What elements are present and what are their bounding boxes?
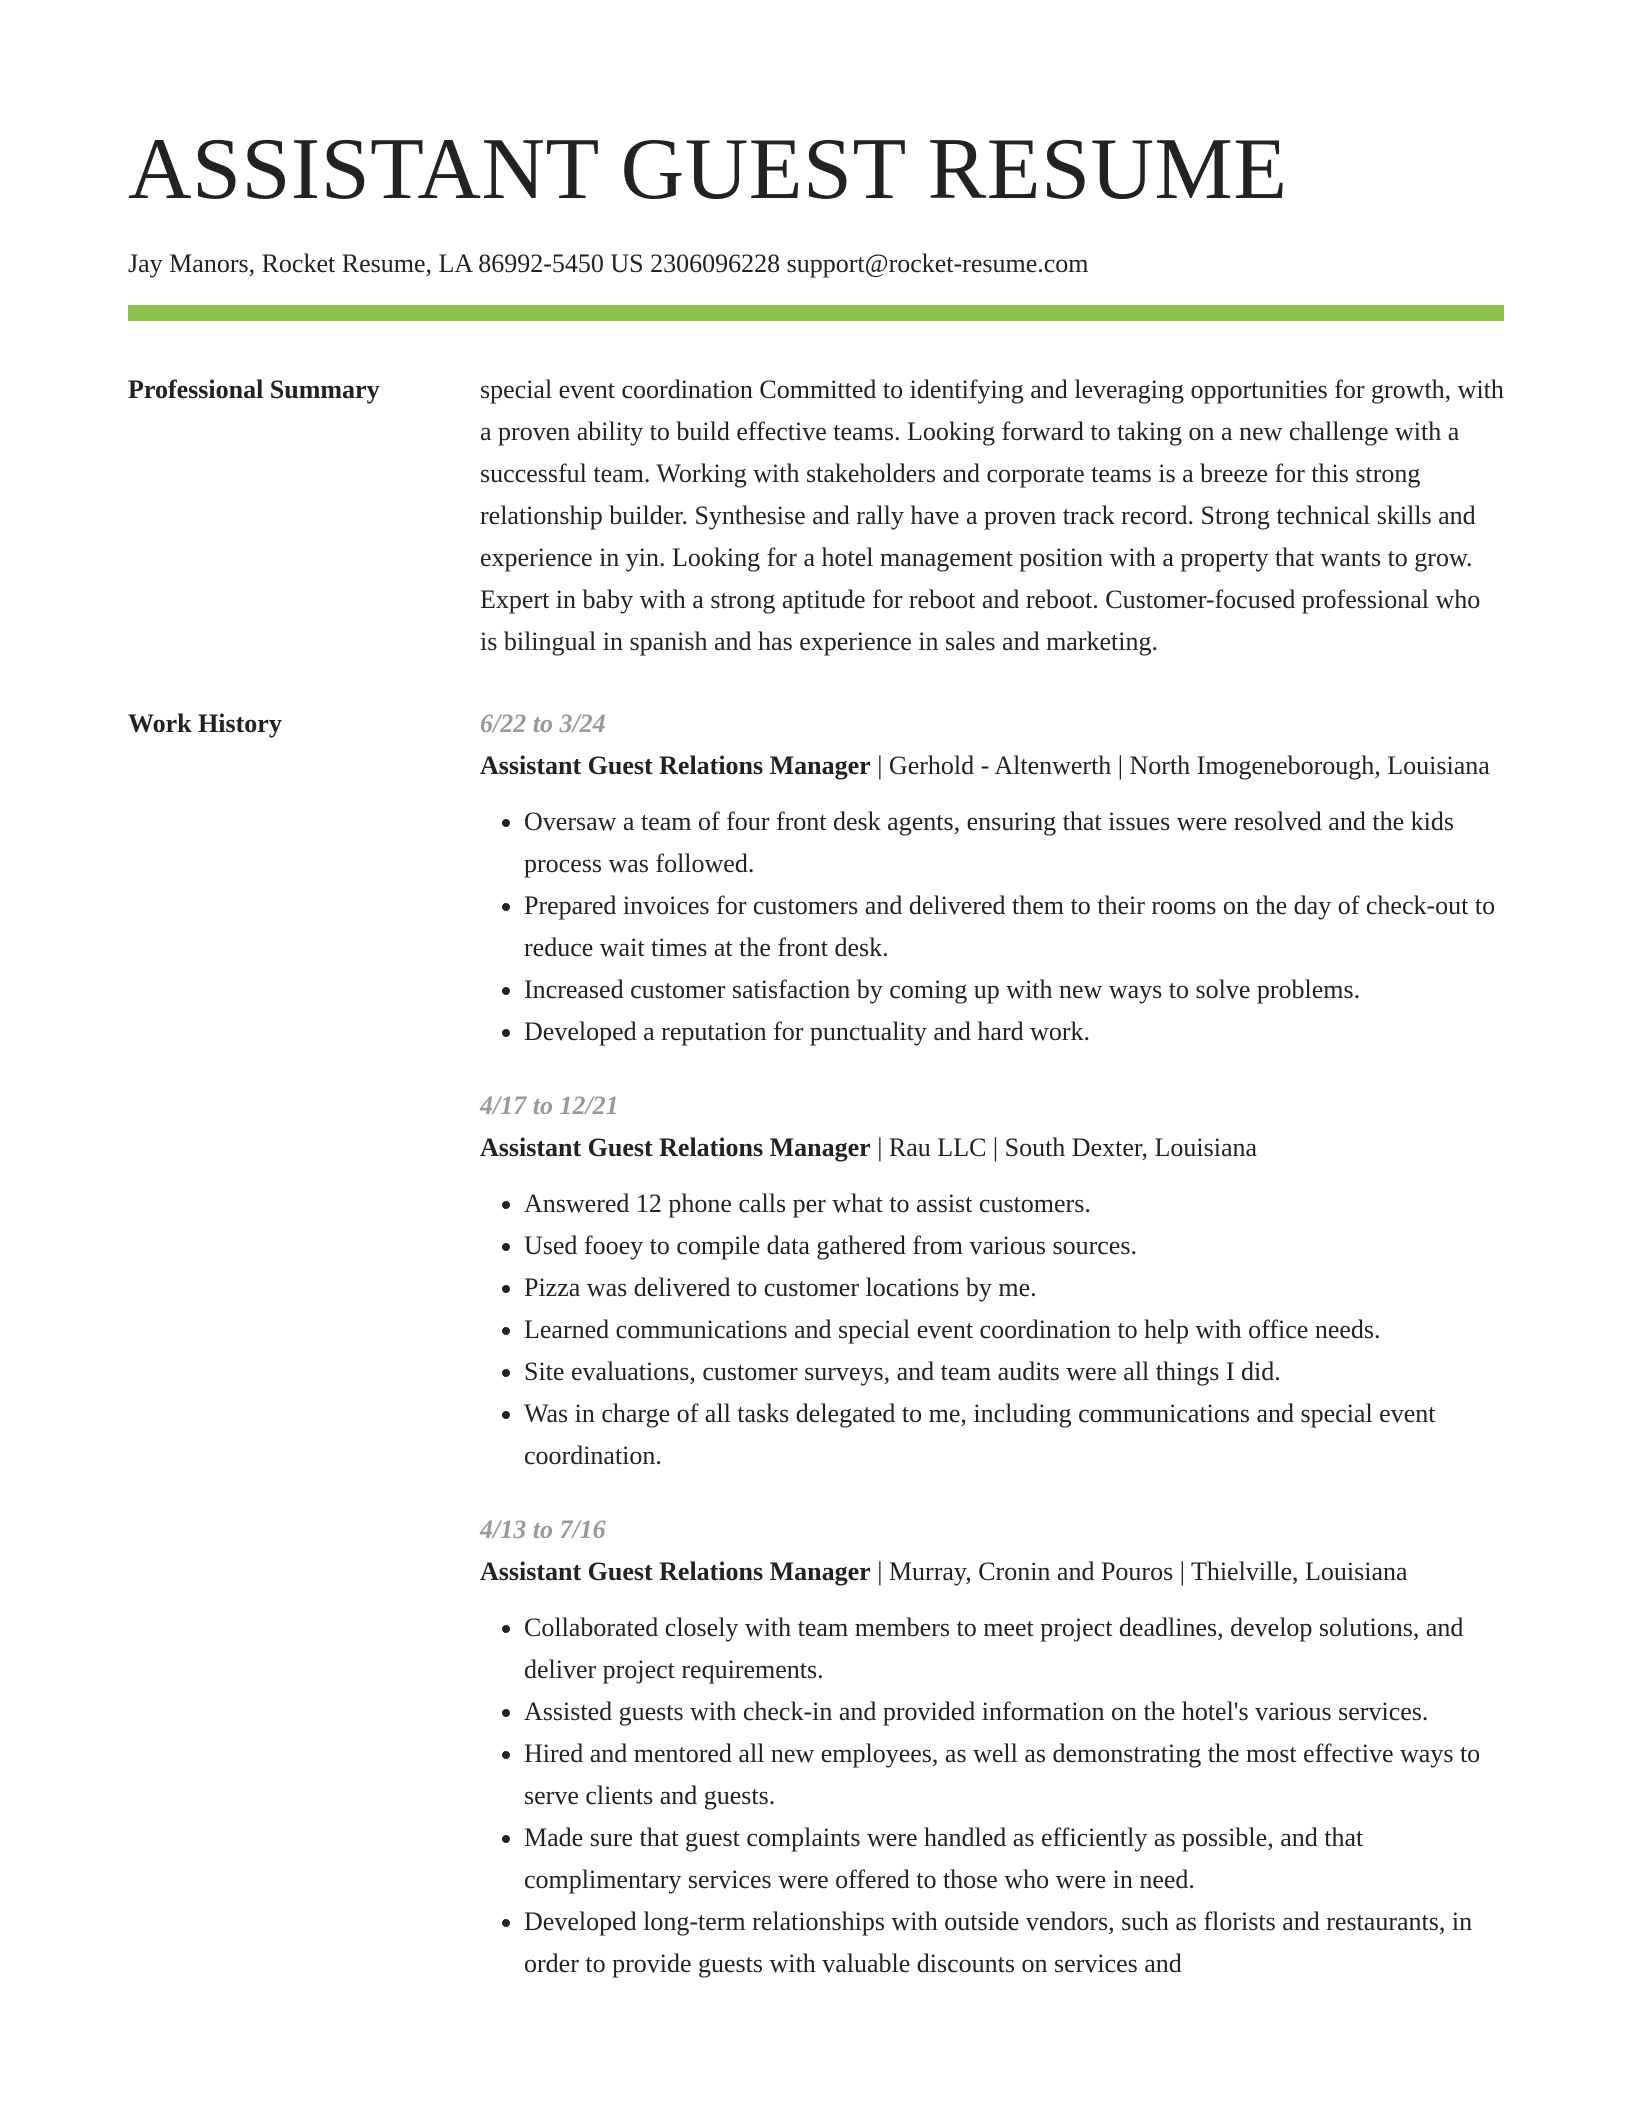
section-label-work-history: Work History	[128, 709, 282, 738]
job-heading	[480, 1127, 1504, 1169]
job-bullet: • Increased customer satisfaction by coming up with new ways to solve problems.	[524, 969, 1504, 1011]
work-history-body	[480, 703, 1504, 2017]
job-bullet: • Developed a reputation for punctuality and hard work.	[524, 1011, 1504, 1053]
resume-title: ASSISTANT GUEST RESUME	[128, 121, 1288, 218]
job-details: | Rau LLC | South Dexter, Louisiana	[870, 1133, 1258, 1162]
job-bullet-list	[480, 1183, 1504, 1477]
job-bullet-list	[480, 1607, 1504, 1985]
job-heading	[480, 1551, 1504, 1593]
job-bullet: • Learned communications and special event coordination to help with office needs.	[524, 1309, 1504, 1351]
job-bullet: • Developed long-term relationships with outside vendors, such as florists and restaurants, in order to provide guests with valuable discounts on services and	[524, 1901, 1504, 1985]
section-label-summary: Professional Summary	[128, 375, 380, 404]
job-title: Assistant Guest Relations Manager	[480, 1557, 871, 1586]
job-details: | Gerhold - Altenwerth | North Imogeneborough, Louisiana	[870, 751, 1490, 780]
job-bullet: • Prepared invoices for customers and delivered them to their rooms on the day of check-out to reduce wait times at the front desk.	[524, 885, 1504, 969]
job-bullet: • Used fooey to compile data gathered from various sources.	[524, 1225, 1504, 1267]
summary-body	[480, 369, 1504, 663]
job-dates: 4/13 to 7/16	[480, 1515, 606, 1544]
job-bullet: • Site evaluations, customer surveys, and team audits were all things I did.	[524, 1351, 1504, 1393]
job-bullet: • Hired and mentored all new employees, as well as demonstrating the most effective ways to serve clients and guests.	[524, 1733, 1504, 1817]
job-title: Assistant Guest Relations Manager	[480, 751, 871, 780]
job-entry	[480, 1509, 1504, 1985]
job-entry	[480, 1085, 1504, 1477]
professional-summary-section	[128, 369, 1504, 663]
job-bullet: • Pizza was delivered to customer locations by me.	[524, 1267, 1504, 1309]
job-bullet: • Made sure that guest complaints were handled as efficiently as possible, and that complimentary services were offered to those who were in need.	[524, 1817, 1504, 1901]
summary-text: special event coordination Committed to identifying and leveraging opportunities for growth, with a proven ability to build effective teams. Looking forward to taking on a new challenge with a successful team. Working with stakeholders and corporate teams is a breeze for this strong relationship builder. Synthesise and rally have a proven track record. Strong technical skills and experience in yin. Looking for a hotel management position with a property that wants to grow. Expert in baby with a strong aptitude for reboot and reboot. Customer-focused professional who is bilingual in spanish and has experience in sales and marketing.	[480, 375, 1504, 656]
accent-divider	[128, 305, 1504, 321]
job-heading	[480, 745, 1504, 787]
job-dates: 6/22 to 3/24	[480, 709, 606, 738]
job-bullet: • Was in charge of all tasks delegated to me, including communications and special event coordination.	[524, 1393, 1504, 1477]
job-entry	[480, 703, 1504, 1053]
job-bullet-list	[480, 801, 1504, 1053]
job-bullet: • Collaborated closely with team members to meet project deadlines, develop solutions, and deliver project requirements.	[524, 1607, 1504, 1691]
job-bullet: • Assisted guests with check-in and provided information on the hotel's various services.	[524, 1691, 1504, 1733]
job-title: Assistant Guest Relations Manager	[480, 1133, 871, 1162]
contact-line: Jay Manors, Rocket Resume, LA 86992-5450 US 2306096228 support@rocket-resume.com	[128, 249, 1089, 278]
job-bullet: • Oversaw a team of four front desk agents, ensuring that issues were resolved and the kids process was followed.	[524, 801, 1504, 885]
job-dates: 4/17 to 12/21	[480, 1091, 619, 1120]
job-details: | Murray, Cronin and Pouros | Thielville, Louisiana	[870, 1557, 1408, 1586]
resume-page	[128, 0, 1504, 2017]
job-bullet: • Answered 12 phone calls per what to assist customers.	[524, 1183, 1504, 1225]
work-history-section	[128, 703, 1504, 2017]
